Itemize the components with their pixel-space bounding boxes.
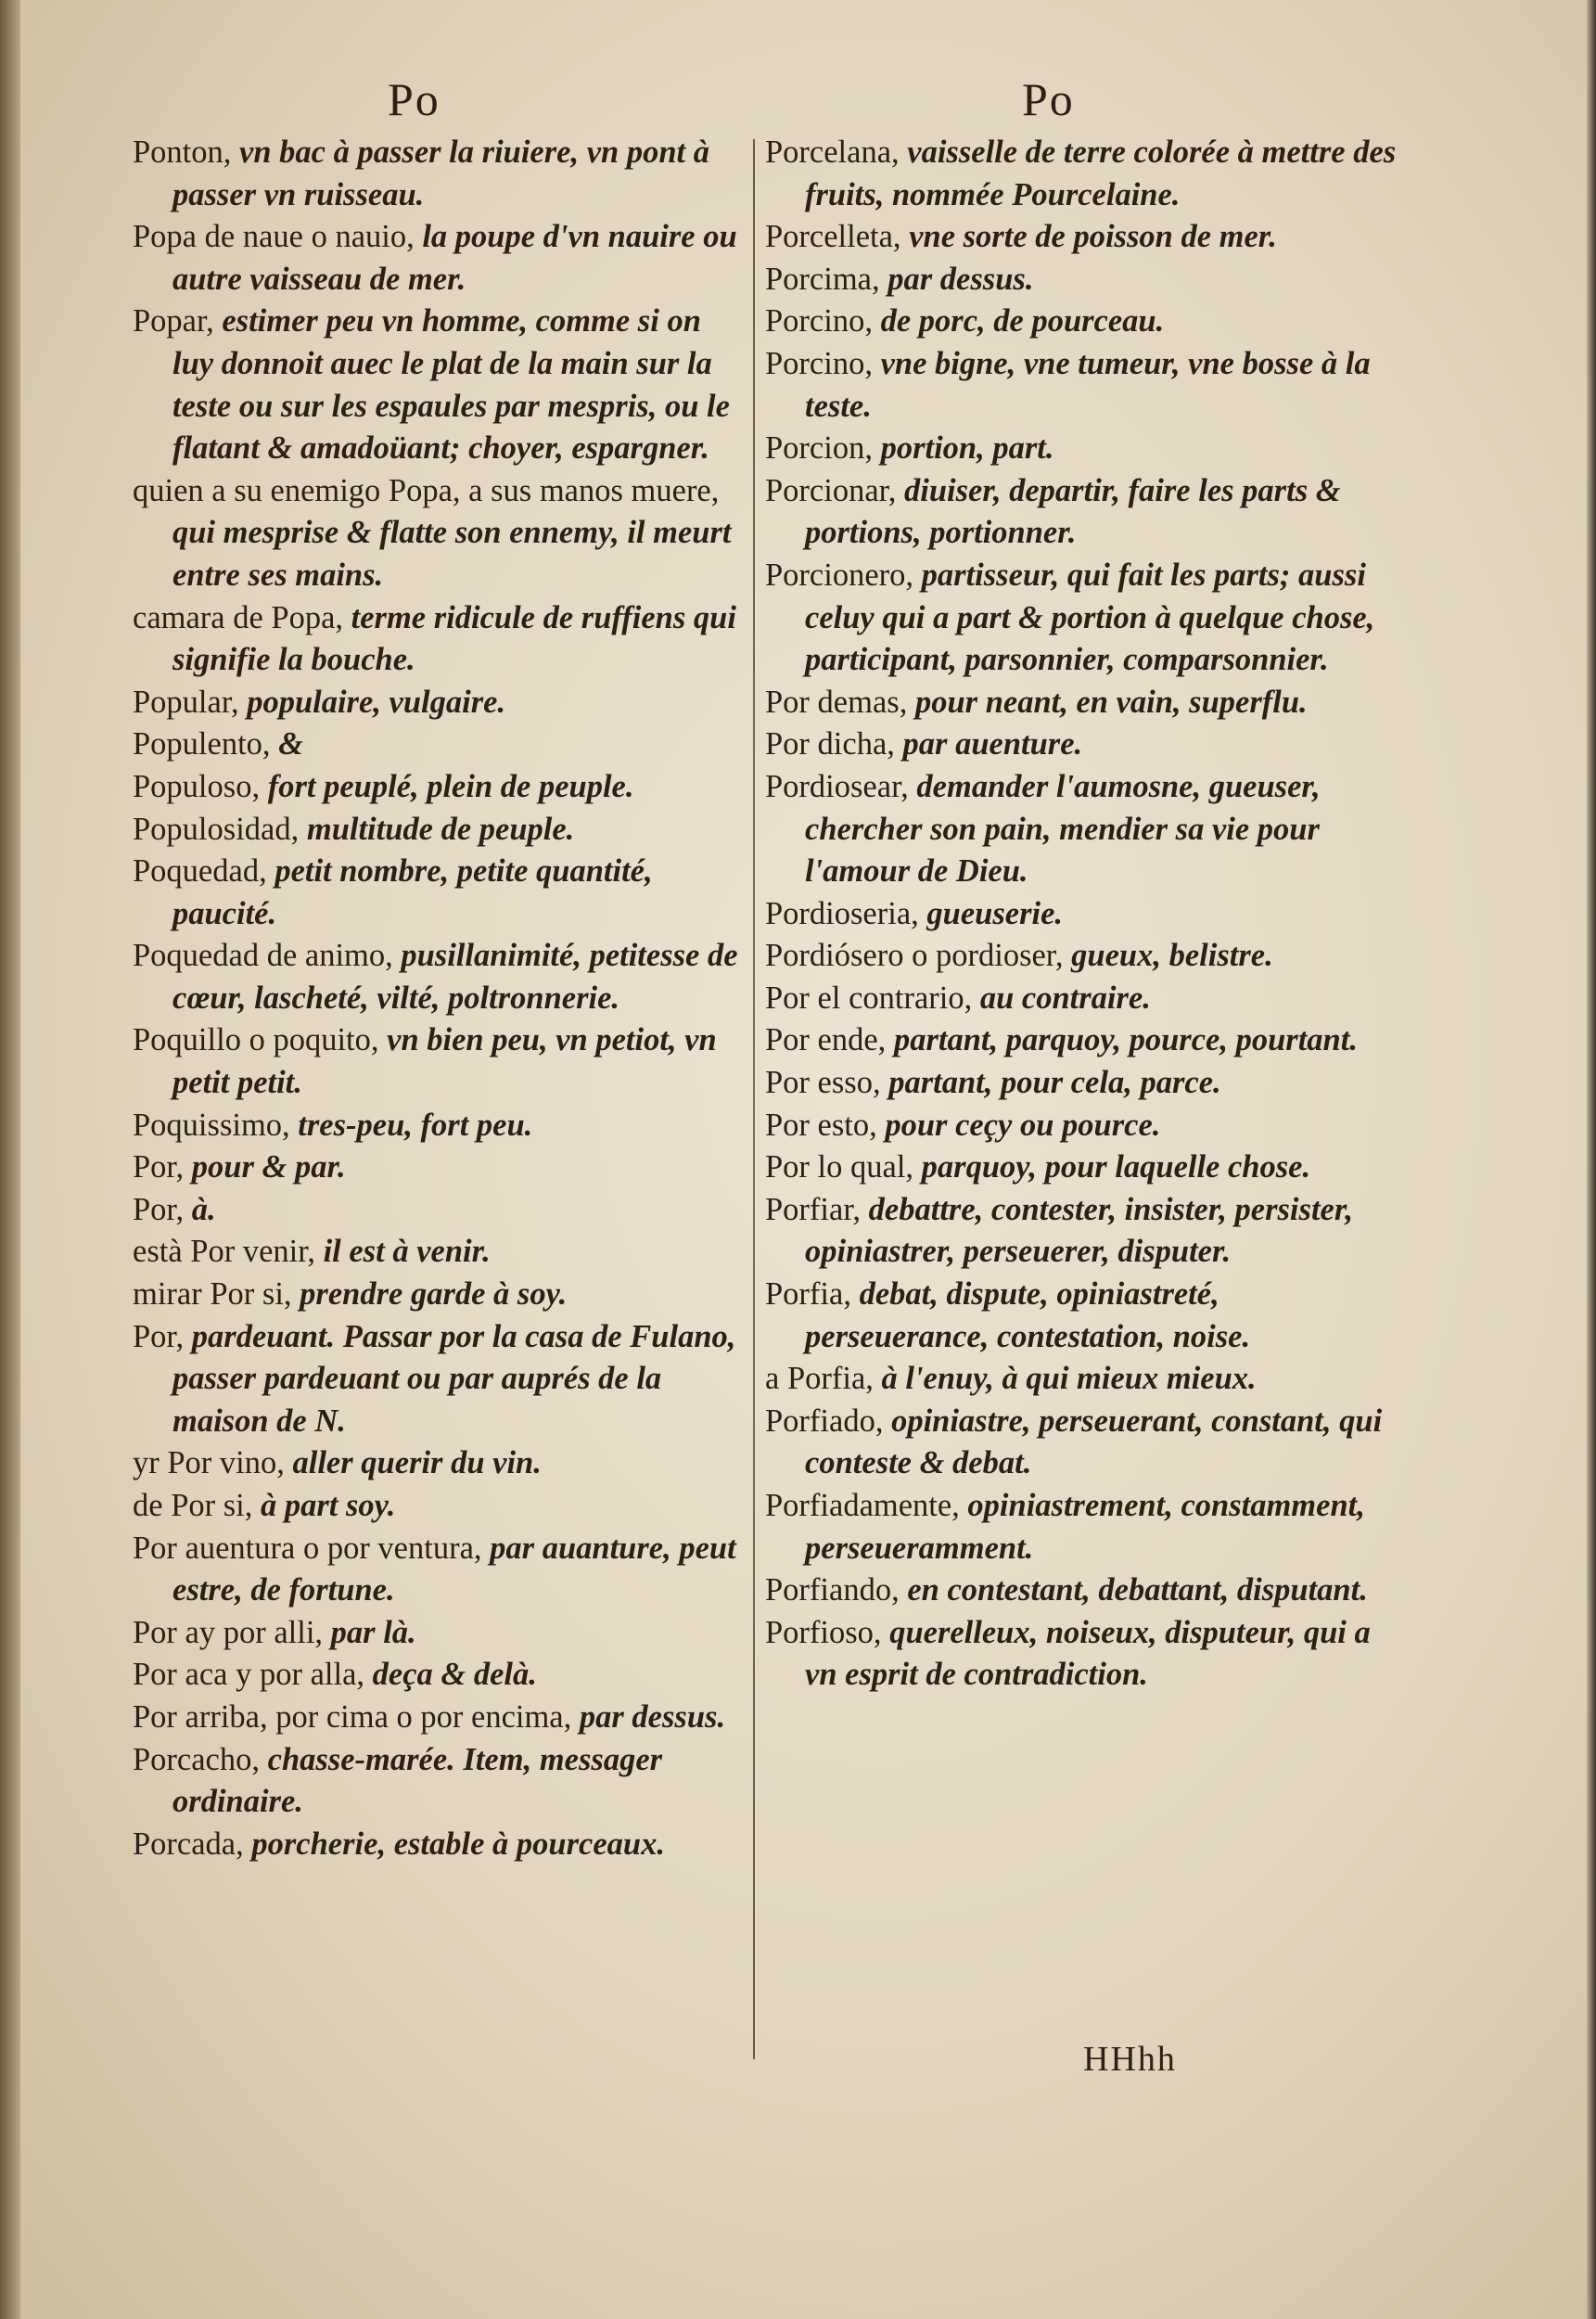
entry-definition: qui mesprise & flatte son ennemy, il meurt entre ses mains. — [172, 515, 732, 593]
dictionary-entry — [765, 1358, 1405, 1401]
dictionary-entry — [133, 682, 747, 724]
entry-definition: & — [270, 726, 304, 762]
entry-headword: Por auentura o por ventura, — [133, 1530, 482, 1566]
entry-definition: vaisselle de terre colorée à mettre des fruits, nommée Pourcelaine. — [805, 135, 1397, 212]
entry-headword: Pordiosear, — [765, 768, 909, 804]
entry-definition: opiniastrement, constamment, perseueramment. — [805, 1488, 1365, 1566]
dictionary-entry — [765, 766, 1405, 893]
entry-definition: en contestant, debattant, disputant. — [899, 1572, 1368, 1608]
dictionary-entry — [765, 470, 1405, 555]
entry-definition: vn bien peu, vn petiot, vn petit petit. — [172, 1022, 717, 1101]
page-outer-edge — [1587, 0, 1596, 2319]
dictionary-entry — [133, 1231, 747, 1274]
dictionary-entry — [133, 935, 747, 1019]
entry-headword: Porcionar, — [765, 472, 897, 508]
entry-headword: Por aca y por alla, — [133, 1657, 365, 1693]
entry-definition: pour ceçy ou pource. — [876, 1107, 1161, 1143]
entry-definition: partant, parquoy, pource, pourtant. — [886, 1022, 1358, 1058]
dictionary-entry — [765, 682, 1405, 724]
entry-headword: Porfioso, — [765, 1614, 882, 1650]
entry-definition: aller querir du vin. — [284, 1445, 542, 1481]
entry-headword: Por esto, — [765, 1107, 877, 1143]
dictionary-entry — [133, 1442, 747, 1485]
entry-definition: populaire, vulgaire. — [238, 684, 506, 720]
entry-definition: de porc, de pourceau. — [872, 303, 1165, 340]
dictionary-entry — [765, 1019, 1405, 1062]
dictionary-entry — [133, 1824, 747, 1866]
entry-definition: debat, dispute, opiniastreté, perseuerance, contestation, noise. — [805, 1276, 1251, 1354]
entry-definition: il est à venir. — [314, 1234, 491, 1270]
entry-headword: Popular, — [133, 684, 239, 720]
entry-definition: pusillanimité, petitesse de cœur, lascheté, vilté, poltronnerie. — [172, 938, 738, 1016]
entry-headword: quien a su enemigo Popa, a sus manos muere, — [133, 472, 720, 508]
dictionary-entry — [133, 597, 747, 682]
right-column — [765, 132, 1405, 1697]
entry-definition: par dessus. — [879, 261, 1034, 297]
entry-headword: Ponton, — [133, 135, 232, 170]
entry-headword: Por, — [133, 1149, 185, 1185]
entry-headword: Por ay por alli, — [133, 1614, 324, 1650]
dictionary-entry — [133, 1528, 747, 1612]
entry-headword: Porcelleta, — [765, 219, 901, 255]
entry-headword: Porcacho, — [133, 1741, 260, 1777]
dictionary-entry — [133, 132, 747, 216]
entry-definition: pardeuant. Passar por la casa de Fulano, passer pardeuant ou par auprés de la maison de N. — [172, 1318, 736, 1439]
entry-headword: Por esso, — [765, 1065, 881, 1101]
dictionary-entry — [133, 301, 747, 469]
entry-headword: Porcima, — [765, 261, 880, 297]
entry-definition: vne bigne, vne tumeur, vne bosse à la teste. — [805, 345, 1371, 424]
dictionary-entry — [133, 809, 747, 852]
dictionary-entry — [765, 259, 1405, 301]
entry-definition: diuiser, departir, faire les parts & portions, portionner. — [805, 472, 1341, 551]
entry-definition: gueux, belistre. — [1063, 938, 1273, 974]
entry-definition: querelleux, noiseux, disputeur, qui a vn esprit de contradiction. — [805, 1614, 1371, 1693]
running-header-left: Po — [388, 73, 440, 125]
entry-definition: par auanture, peut estre, de fortune. — [172, 1530, 736, 1608]
entry-headword: Por demas, — [765, 684, 908, 720]
dictionary-entry — [765, 1569, 1405, 1612]
dictionary-entry — [765, 1485, 1405, 1569]
entry-headword: yr Por vino, — [133, 1445, 285, 1481]
entry-headword: Populosidad, — [133, 811, 300, 847]
entry-headword: Porfiar, — [765, 1191, 862, 1227]
dictionary-entry — [765, 1062, 1405, 1105]
entry-definition: partant, pour cela, parce. — [880, 1065, 1221, 1101]
entry-definition: porcherie, estable à pourceaux. — [243, 1826, 665, 1862]
entry-definition: par auenture. — [894, 726, 1083, 762]
entry-headword: a Porfia, — [765, 1361, 874, 1397]
entry-headword: Porfiando, — [765, 1572, 900, 1608]
dictionary-entry — [133, 1316, 747, 1443]
dictionary-entry — [133, 1485, 747, 1528]
dictionary-entry — [133, 1105, 747, 1147]
dictionary-entry — [133, 1654, 747, 1697]
dictionary-entry — [765, 1189, 1405, 1274]
entry-headword: Por, — [133, 1191, 185, 1227]
dictionary-entry — [765, 428, 1405, 470]
signature-mark: HHhh — [1083, 2040, 1177, 2079]
entry-definition: vn bac à passer la riuiere, vn pont à passer vn ruisseau. — [172, 135, 710, 212]
entry-headword: Por ende, — [765, 1022, 887, 1058]
entry-headword: Por el contrario, — [765, 980, 973, 1016]
entry-definition: pour neant, en vain, superflu. — [907, 684, 1308, 720]
dictionary-entry — [133, 766, 747, 809]
entry-definition: portion, part. — [872, 430, 1054, 467]
entry-headword: camara de Popa, — [133, 599, 344, 635]
dictionary-entry — [133, 1189, 747, 1232]
dictionary-entry — [133, 724, 747, 766]
dictionary-entry — [133, 1019, 747, 1104]
entry-headword: Popar, — [133, 303, 214, 340]
entry-definition: fort peuplé, plein de peuple. — [260, 768, 634, 804]
running-header-right: Po — [1022, 73, 1075, 125]
entry-definition: pour & par. — [184, 1149, 346, 1185]
entry-definition: chasse-marée. Item, messager ordinaire. — [172, 1741, 663, 1820]
entry-headword: Poquedad, — [133, 853, 267, 890]
dictionary-entry — [133, 1612, 747, 1655]
dictionary-entry — [765, 935, 1405, 978]
dictionary-entry — [133, 216, 747, 301]
entry-headword: Poquedad de animo, — [133, 938, 393, 974]
dictionary-entry — [133, 851, 747, 935]
entry-definition: prendre garde à soy. — [291, 1276, 568, 1313]
entry-definition: la poupe d'vn nauire ou autre vaisseau de mer. — [172, 219, 737, 297]
entry-headword: Pordiósero o pordioser, — [765, 938, 1064, 974]
entry-headword: Pordioseria, — [765, 895, 919, 931]
entry-headword: Popa de naue o nauio, — [133, 219, 415, 255]
entry-headword: mirar Por si, — [133, 1276, 292, 1313]
entry-headword: Porcino, — [765, 345, 873, 381]
entry-headword: Porcino, — [765, 303, 873, 340]
entry-definition: gueuserie. — [918, 895, 1064, 931]
dictionary-entry — [133, 1274, 747, 1316]
dictionary-entry — [133, 470, 747, 597]
page-binding-edge — [0, 0, 20, 2319]
entry-headword: Porfiado, — [765, 1403, 884, 1439]
entry-definition: parquoy, pour laquelle chose. — [913, 1149, 1311, 1185]
entry-headword: Por, — [133, 1318, 185, 1354]
entry-headword: està Por venir, — [133, 1234, 315, 1270]
dictionary-entry — [765, 1401, 1405, 1485]
dictionary-entry — [765, 301, 1405, 343]
entry-definition: à part soy. — [252, 1488, 396, 1523]
entry-headword: de Por si, — [133, 1488, 253, 1523]
dictionary-entry — [765, 1274, 1405, 1358]
entry-definition: deça & delà. — [364, 1657, 537, 1693]
dictionary-entry — [765, 132, 1405, 216]
entry-definition: multitude de peuple. — [299, 811, 575, 847]
entry-headword: Populento, — [133, 726, 271, 762]
left-column — [133, 132, 747, 1865]
entry-headword: Por lo qual, — [765, 1149, 914, 1185]
entry-definition: au contraire. — [972, 980, 1151, 1016]
dictionary-entry — [133, 1697, 747, 1739]
entry-headword: Porcionero, — [765, 557, 914, 593]
entry-definition: petit nombre, petite quantité, paucité. — [172, 853, 653, 931]
entry-definition: estimer peu vn homme, comme si on luy donnoit auec le plat de la main sur la teste ou sur les espaules par mespris, ou le flatant & amadoüant; choyer, espargner. — [172, 303, 730, 467]
dictionary-entry — [765, 555, 1405, 682]
entry-headword: Por arriba, por cima o por encima, — [133, 1698, 572, 1735]
column-divider — [753, 139, 755, 2059]
dictionary-entry — [765, 216, 1405, 259]
dictionary-entry — [765, 978, 1405, 1020]
entry-definition: à. — [184, 1191, 216, 1227]
entry-definition: debattre, contester, insister, persister, opiniastrer, perseuerer, disputer. — [805, 1191, 1353, 1270]
entry-definition: par dessus. — [571, 1698, 726, 1735]
dictionary-entry — [765, 724, 1405, 766]
entry-definition: terme ridicule de ruffiens qui signifie la bouche. — [172, 599, 736, 678]
entry-definition: opiniastre, perseuerant, constant, qui conteste & debat. — [805, 1403, 1383, 1481]
dictionary-entry — [133, 1739, 747, 1824]
dictionary-entry — [765, 1612, 1405, 1697]
entry-headword: Por dicha, — [765, 726, 895, 762]
dictionary-entry — [765, 1147, 1405, 1189]
entry-headword: Porcion, — [765, 430, 873, 467]
entry-headword: Porcada, — [133, 1826, 244, 1862]
entry-headword: Porcelana, — [765, 135, 900, 170]
entry-headword: Poquissimo, — [133, 1107, 290, 1143]
entry-definition: partisseur, qui fait les parts; aussi celuy qui a part & portion à quelque chose, participant, parsonnier, comparsonnier. — [805, 557, 1375, 678]
entry-definition: à l'enuy, à qui mieux mieux. — [873, 1361, 1257, 1397]
entry-headword: Poquillo o poquito, — [133, 1022, 379, 1058]
dictionary-entry — [765, 1105, 1405, 1147]
entry-definition: par là. — [323, 1614, 416, 1650]
entry-definition: tres-peu, fort peu. — [289, 1107, 533, 1143]
entry-headword: Porfiadamente, — [765, 1488, 960, 1523]
entry-headword: Porfia, — [765, 1276, 851, 1313]
entry-definition: demander l'aumosne, gueuser, chercher son pain, mendier sa vie pour l'amour de Dieu. — [805, 768, 1321, 890]
dictionary-entry — [133, 1147, 747, 1189]
entry-definition: vne sorte de poisson de mer. — [900, 219, 1277, 255]
entry-headword: Populoso, — [133, 768, 261, 804]
dictionary-entry — [765, 343, 1405, 428]
dictionary-entry — [765, 893, 1405, 936]
